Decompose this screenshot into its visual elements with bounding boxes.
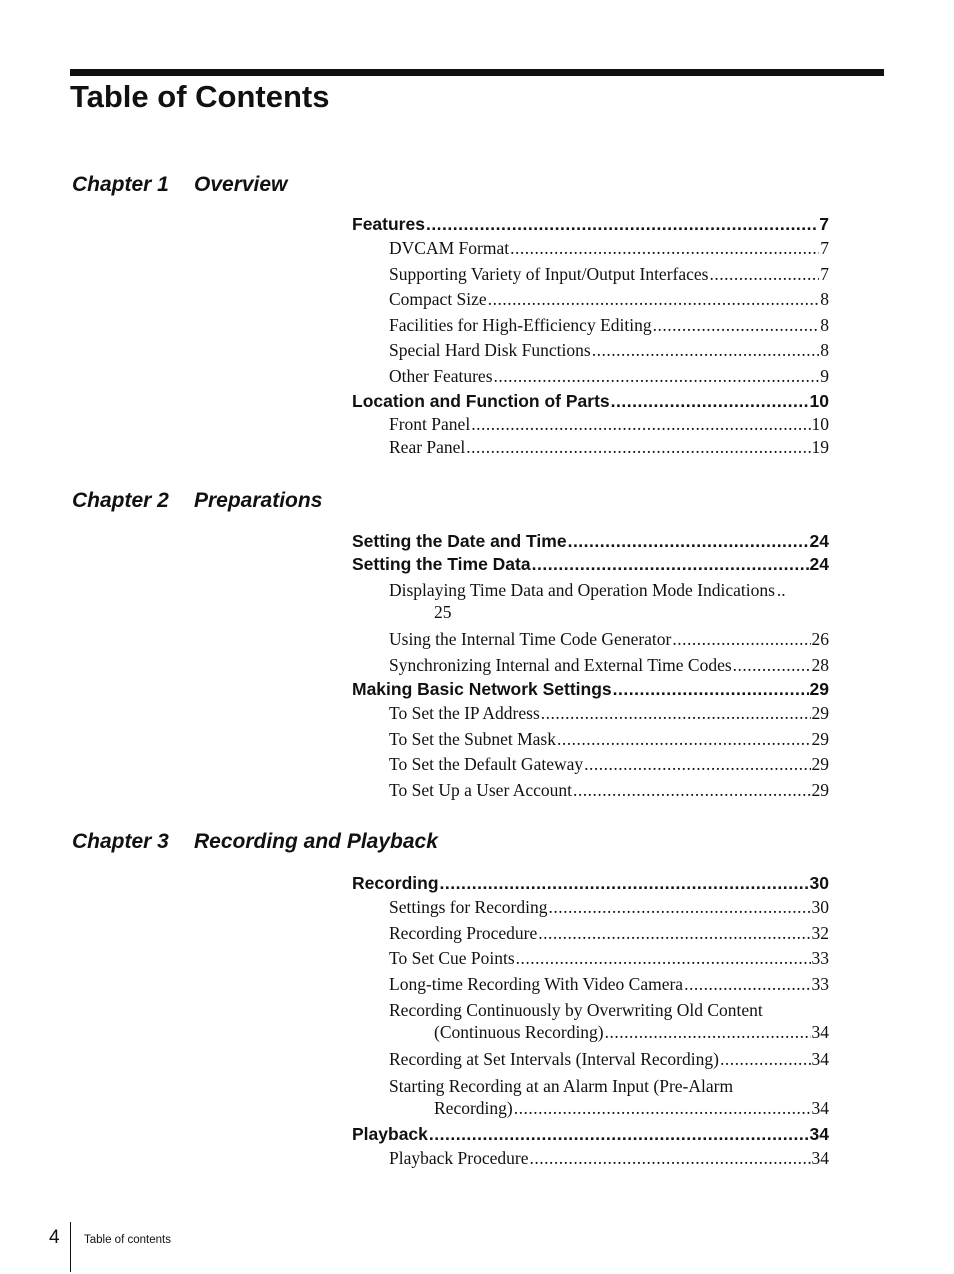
footer-label: Table of contents (84, 1234, 171, 1246)
chapter-1-toc (352, 213, 829, 459)
chapter-name: Preparations (194, 489, 323, 512)
toc-item[interactable]: Starting Recording at an Alarm Input (Pre-Alarm Recording) ..... 34 (352, 1075, 829, 1119)
toc-item[interactable]: Using the Internal Time Code Generator ..... 26 (352, 627, 829, 653)
toc-item[interactable]: Facilities for High-Efficiency Editing ..... 8 (352, 313, 829, 339)
toc-section-setting-time-data[interactable]: Setting the Time Data ..... 24 (352, 553, 829, 576)
toc-item[interactable]: To Set the Subnet Mask ..... 29 (352, 727, 829, 753)
toc-item[interactable]: Playback Procedure ..... 34 (352, 1146, 829, 1172)
toc-item[interactable]: To Set Cue Points ..... 33 (352, 946, 829, 972)
chapter-1-heading (72, 172, 287, 198)
toc-item[interactable]: Supporting Variety of Input/Output Interfaces ..... 7 (352, 262, 829, 288)
top-rule (70, 69, 884, 76)
toc-item[interactable]: Recording at Set Intervals (Interval Recording) ..... 34 (352, 1047, 829, 1073)
toc-item[interactable]: Rear Panel ..... 19 (352, 436, 829, 459)
toc-item[interactable]: Settings for Recording ..... 30 (352, 895, 829, 921)
footer-divider (70, 1222, 71, 1272)
toc-item[interactable]: To Set Up a User Account ..... 29 (352, 778, 829, 804)
toc-item[interactable]: Long-time Recording With Video Camera ..... 33 (352, 972, 829, 998)
toc-item[interactable]: To Set the IP Address ..... 29 (352, 701, 829, 727)
chapter-name: Recording and Playback (194, 830, 438, 853)
toc-item[interactable]: Displaying Time Data and Operation Mode Indications .. 25 (352, 579, 829, 623)
chapter-number: Chapter 1 (72, 173, 169, 196)
toc-item[interactable]: DVCAM Format ..... 7 (352, 236, 829, 262)
toc-item[interactable]: Synchronizing Internal and External Time Codes ..... 28 (352, 653, 829, 679)
toc-section-playback[interactable]: Playback ..... 34 (352, 1123, 829, 1146)
chapter-3-toc (352, 872, 829, 1172)
toc-section-location-and-function[interactable]: Location and Function of Parts ..... 10 (352, 390, 829, 413)
toc-item[interactable]: Front Panel ..... 10 (352, 413, 829, 436)
chapter-2-toc (352, 530, 829, 804)
toc-item[interactable]: Recording Procedure ..... 32 (352, 921, 829, 947)
toc-item[interactable]: Other Features ..... 9 (352, 364, 829, 390)
toc-item[interactable]: To Set the Default Gateway ..... 29 (352, 752, 829, 778)
toc-item[interactable]: Special Hard Disk Functions ..... 8 (352, 338, 829, 364)
toc-section-setting-date-time[interactable]: Setting the Date and Time ..... 24 (352, 530, 829, 553)
chapter-name: Overview (194, 173, 288, 196)
page-title: Table of Contents (70, 79, 330, 114)
chapter-2-heading (72, 488, 322, 514)
page-number: 4 (49, 1227, 60, 1248)
toc-section-recording[interactable]: Recording ..... 30 (352, 872, 829, 895)
toc-item[interactable]: Compact Size ..... 8 (352, 287, 829, 313)
chapter-3-heading (72, 829, 438, 855)
toc-section-network-settings[interactable]: Making Basic Network Settings ..... 29 (352, 678, 829, 701)
chapter-number: Chapter 2 (72, 489, 169, 512)
chapter-number: Chapter 3 (72, 830, 169, 853)
toc-section-features[interactable]: Features ..... 7 (352, 213, 829, 236)
toc-item[interactable]: Recording Continuously by Overwriting Old Content (Continuous Recording) ..... 34 (352, 999, 829, 1043)
